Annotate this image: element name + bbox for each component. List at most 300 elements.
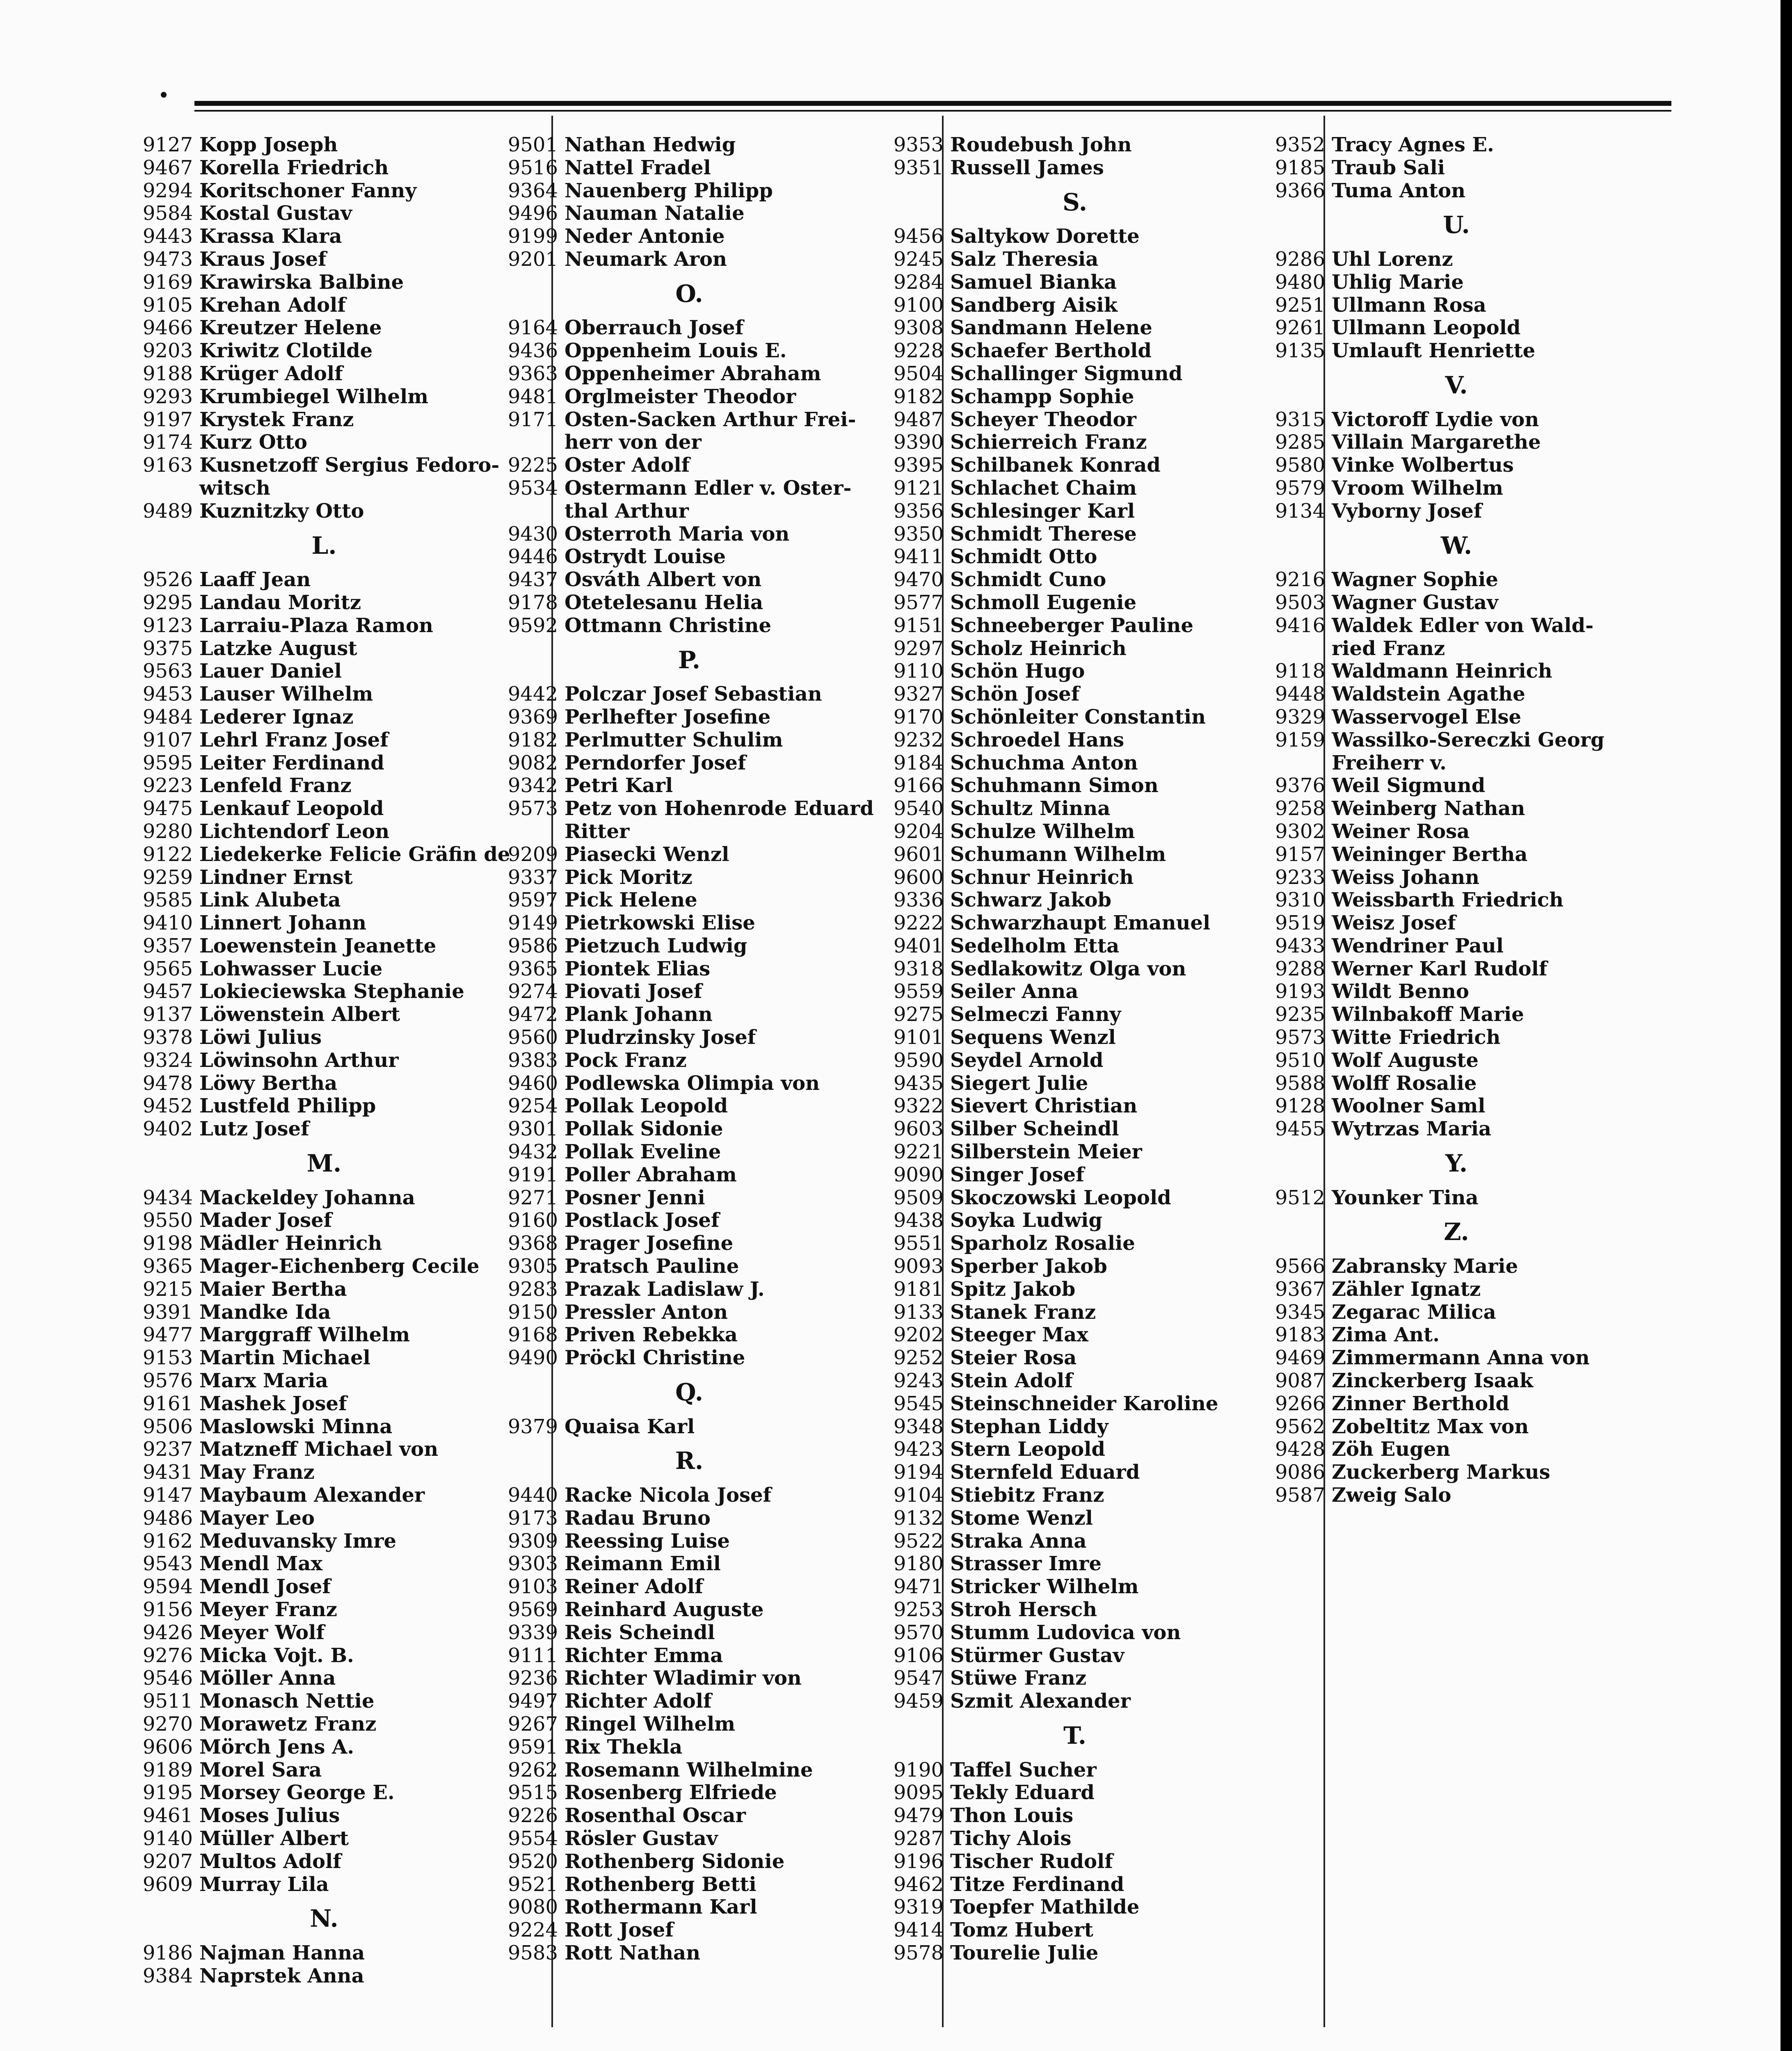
entry-name: Vinke Wolbertus — [1332, 454, 1514, 477]
directory-entry — [882, 592, 1243, 614]
entry-number: 9174 — [142, 431, 193, 454]
entry-number: 9301 — [507, 1117, 558, 1141]
entry-name: Zobeltitz Max von — [1332, 1415, 1529, 1438]
entry-number: 9207 — [142, 1850, 193, 1873]
entry-number: 9150 — [507, 1300, 558, 1324]
entry-number: 9245 — [893, 247, 944, 271]
entry-name: Schuchma Anton — [950, 751, 1138, 774]
entry-name: Krawirska Balbine — [199, 270, 404, 294]
entry-name: Murray Lila — [199, 1873, 329, 1896]
directory-entry — [1264, 1461, 1625, 1484]
entry-number: 9276 — [142, 1644, 193, 1667]
directory-entry — [882, 1278, 1243, 1301]
entry-number: 9294 — [142, 179, 193, 202]
directory-entry — [1264, 1187, 1625, 1210]
entry-number: 9202 — [893, 1323, 944, 1347]
entry-name: Scheyer Theodor — [950, 408, 1136, 431]
entry-number: 9383 — [507, 1048, 558, 1072]
entry-number: 9520 — [507, 1850, 558, 1873]
entry-number: 9324 — [142, 1048, 193, 1072]
entry-number: 9337 — [507, 866, 558, 889]
entry-number: 9357 — [142, 934, 193, 957]
entry-number: 9135 — [1275, 339, 1325, 363]
entry-name: Tracy Agnes E. — [1332, 133, 1494, 156]
entry-number: 9087 — [1275, 1369, 1325, 1393]
directory-entry — [1264, 248, 1625, 271]
directory-entry — [1264, 820, 1625, 843]
directory-entry — [882, 683, 1243, 706]
entry-number: 9170 — [893, 705, 944, 729]
entry-number: 9565 — [142, 957, 193, 980]
directory-entry — [882, 752, 1243, 775]
entry-number: 9478 — [142, 1071, 193, 1095]
directory-entry — [496, 500, 857, 523]
directory-entry — [496, 820, 857, 843]
directory-entry — [131, 1118, 492, 1141]
entry-name: Larraiu-Plaza Ramon — [199, 614, 433, 637]
entry-name: Schmoll Eugenie — [950, 591, 1137, 614]
entry-name: Wolff Rosalie — [1332, 1071, 1477, 1095]
directory-entry — [496, 889, 857, 912]
entry-number: 9585 — [142, 888, 193, 912]
entry-name: Stricker Wilhelm — [950, 1575, 1139, 1599]
entry-name: Kusnetzoff Sergius Fedoro- — [199, 454, 500, 477]
entry-number: 9391 — [142, 1300, 193, 1324]
entry-number: 9128 — [1275, 1094, 1325, 1118]
entry-number: 9563 — [142, 660, 193, 683]
entry-number: 9366 — [1275, 179, 1325, 202]
directory-entry — [882, 1164, 1243, 1187]
entry-name: Morsey George E. — [199, 1781, 395, 1804]
entry-name: Schwarzhaupt Emanuel — [950, 911, 1211, 935]
directory-entry — [496, 774, 857, 797]
directory-entry — [496, 1530, 857, 1553]
directory-entry — [496, 1507, 857, 1530]
entry-number: 9365 — [507, 957, 558, 980]
directory-entry — [882, 729, 1243, 752]
entry-number: 9352 — [1275, 133, 1325, 156]
directory-entry — [131, 1827, 492, 1850]
entry-name: Ostermann Edler v. Oster- — [565, 476, 852, 500]
directory-entry — [882, 706, 1243, 729]
entry-name: Meyer Franz — [199, 1598, 337, 1621]
entry-number: 9080 — [507, 1896, 558, 1919]
entry-number: 9515 — [507, 1781, 558, 1804]
directory-entry — [882, 1416, 1243, 1439]
entry-name: Wagner Sophie — [1332, 568, 1498, 592]
entry-number: 9489 — [142, 499, 193, 523]
entry-number: 9100 — [893, 293, 944, 317]
entry-number: 9587 — [1275, 1484, 1325, 1507]
directory-entry — [496, 706, 857, 729]
entry-name: Petz von Hohenrode Eduard — [565, 797, 874, 820]
directory-entry — [882, 1072, 1243, 1095]
entry-number: 9224 — [507, 1919, 558, 1942]
directory-entry — [131, 1232, 492, 1255]
directory-entry — [131, 1690, 492, 1713]
entry-name: herr von der — [565, 431, 702, 454]
directory-entry — [882, 1324, 1243, 1347]
entry-number: 9580 — [1275, 454, 1325, 477]
entry-number: 9570 — [893, 1621, 944, 1644]
entry-name: Kostal Gustav — [199, 202, 352, 225]
entry-number: 9105 — [142, 293, 193, 317]
entry-number: 9253 — [893, 1598, 944, 1621]
entry-number: 9188 — [142, 362, 193, 385]
entry-name: Nattel Fradel — [565, 156, 711, 179]
directory-entry — [882, 980, 1243, 1003]
entry-name: Osváth Albert von — [565, 568, 762, 592]
entry-name: Zabransky Marie — [1332, 1255, 1518, 1278]
entry-name: Ullmann Leopold — [1332, 316, 1521, 340]
entry-number: 9577 — [893, 591, 944, 614]
entry-number: 9180 — [893, 1552, 944, 1576]
entry-name: Zimmermann Anna von — [1332, 1346, 1590, 1370]
directory-entry — [1264, 409, 1625, 432]
directory-entry — [882, 843, 1243, 866]
entry-name: Kopp Joseph — [199, 133, 338, 156]
entry-number: 9423 — [893, 1438, 944, 1461]
entry-number: 9194 — [893, 1461, 944, 1484]
directory-entry — [1264, 1118, 1625, 1141]
entry-number: 9367 — [1275, 1277, 1325, 1301]
entry-number: 9460 — [507, 1071, 558, 1095]
entry-number: 9336 — [893, 888, 944, 912]
entry-name: Löwenstein Albert — [199, 1003, 400, 1026]
entry-name: Müller Albert — [199, 1827, 349, 1850]
directory-entry — [882, 363, 1243, 386]
directory-entry — [882, 1347, 1243, 1370]
entry-name: Wagner Gustav — [1332, 591, 1498, 614]
entry-number: 9339 — [507, 1621, 558, 1644]
entry-number: 9285 — [1275, 431, 1325, 454]
entry-number: 9473 — [142, 247, 193, 271]
entry-name: Landau Moritz — [199, 591, 361, 614]
entry-number: 9597 — [507, 888, 558, 912]
entry-number: 9127 — [142, 133, 193, 156]
directory-entry — [1264, 797, 1625, 820]
entry-name: Osterroth Maria von — [565, 522, 790, 546]
directory-entry — [131, 500, 492, 523]
entry-name: Stroh Hersch — [950, 1598, 1097, 1621]
entry-number: 9308 — [893, 316, 944, 340]
entry-name: Zegarac Milica — [1332, 1300, 1496, 1324]
entry-name: Link Alubeta — [199, 888, 341, 912]
entry-name: Naprstek Anna — [199, 1964, 364, 1987]
directory-entry — [496, 729, 857, 752]
entry-name: Witte Friedrich — [1332, 1026, 1501, 1049]
entry-name: Zöh Eugen — [1332, 1438, 1451, 1461]
entry-name: Woolner Saml — [1332, 1094, 1486, 1118]
entry-number: 9322 — [893, 1094, 944, 1118]
entry-number: 9434 — [142, 1186, 193, 1209]
entry-number: 9519 — [1275, 911, 1325, 935]
directory-entry — [496, 1599, 857, 1622]
entry-number: 9516 — [507, 156, 558, 179]
directory-entry — [882, 546, 1243, 569]
entry-name: Stiebitz Franz — [950, 1484, 1104, 1507]
entry-name: Siegert Julie — [950, 1071, 1088, 1095]
directory-entry — [1264, 706, 1625, 729]
entry-number: 9201 — [507, 247, 558, 271]
entry-number: 9082 — [507, 751, 558, 774]
directory-entry — [882, 1850, 1243, 1873]
entry-number: 9345 — [1275, 1300, 1325, 1324]
entry-name: Vroom Wilhelm — [1332, 476, 1504, 500]
directory-entry — [131, 180, 492, 203]
directory-entry — [496, 1164, 857, 1187]
entry-name: witsch — [199, 476, 270, 500]
directory-entry — [496, 1919, 857, 1942]
entry-number: 9293 — [142, 385, 193, 408]
directory-entry — [882, 386, 1243, 409]
entry-name: Orglmeister Theodor — [565, 385, 796, 408]
entry-number: 9166 — [893, 774, 944, 797]
entry-number: 9547 — [893, 1667, 944, 1690]
entry-name: Reiner Adolf — [565, 1575, 703, 1599]
directory-entry — [882, 1804, 1243, 1827]
directory-entry — [496, 1416, 857, 1439]
directory-entry — [131, 1553, 492, 1576]
entry-name: Werner Karl Rudolf — [1332, 957, 1547, 980]
directory-entry — [1264, 1416, 1625, 1439]
directory-entry — [882, 1576, 1243, 1599]
directory-entry — [1264, 980, 1625, 1003]
section-letter: T. — [1063, 1721, 1086, 1750]
entry-number: 9191 — [507, 1163, 558, 1186]
directory-entry — [882, 569, 1243, 592]
entry-number: 9302 — [1275, 820, 1325, 843]
entry-number: 9601 — [893, 843, 944, 866]
entry-number: 9133 — [893, 1300, 944, 1324]
entry-number: 9457 — [142, 980, 193, 1003]
directory-entry — [496, 1873, 857, 1896]
entry-name: Lenfeld Franz — [199, 774, 352, 797]
entry-number: 9157 — [1275, 843, 1325, 866]
entry-number: 9159 — [1275, 728, 1325, 751]
entry-name: Leiter Ferdinand — [199, 751, 384, 774]
entry-number: 9486 — [142, 1506, 193, 1530]
entry-number: 9284 — [893, 270, 944, 294]
directory-entry — [496, 1187, 857, 1210]
entry-number: 9497 — [507, 1690, 558, 1713]
entry-name: Schön Josef — [950, 683, 1080, 706]
directory-entry — [131, 1599, 492, 1622]
entry-name: Pollak Leopold — [565, 1094, 728, 1118]
entry-name: Richter Wladimir von — [565, 1667, 802, 1690]
entry-number: 9506 — [142, 1415, 193, 1438]
directory-entry — [131, 1713, 492, 1736]
entry-name: Podlewska Olimpia von — [565, 1071, 820, 1095]
entry-name: Traub Sali — [1332, 156, 1445, 179]
directory-entry — [131, 225, 492, 248]
directory-entry — [1264, 774, 1625, 797]
directory-entry — [496, 1255, 857, 1278]
entry-name: Strasser Imre — [950, 1552, 1102, 1576]
entry-name: Osten-Sacken Arthur Frei- — [565, 408, 856, 431]
entry-number: 9472 — [507, 1003, 558, 1026]
entry-number: 9511 — [142, 1690, 193, 1713]
entry-name: Neder Antonie — [565, 225, 725, 248]
entry-name: Pollak Sidonie — [565, 1117, 723, 1141]
directory-entry — [882, 1141, 1243, 1164]
entry-name: Szmit Alexander — [950, 1690, 1131, 1713]
entry-number: 9452 — [142, 1094, 193, 1118]
directory-entry — [496, 980, 857, 1003]
entry-number: 9600 — [893, 866, 944, 889]
directory-entry — [131, 1804, 492, 1827]
entry-name: Pick Moritz — [565, 866, 693, 889]
entry-number: 9414 — [893, 1919, 944, 1942]
entry-name: Waldmann Heinrich — [1332, 660, 1552, 683]
directory-entry — [1264, 1370, 1625, 1393]
entry-number: 9583 — [507, 1941, 558, 1964]
directory-entry — [882, 454, 1243, 477]
directory-entry — [496, 1484, 857, 1507]
entry-name: Weiss Johann — [1332, 866, 1480, 889]
entry-number: 9433 — [1275, 934, 1325, 957]
entry-name: May Franz — [199, 1461, 315, 1484]
directory-entry — [1264, 500, 1625, 523]
directory-entry — [131, 866, 492, 889]
directory-entry — [131, 820, 492, 843]
directory-entry — [882, 271, 1243, 294]
directory-entry — [131, 1416, 492, 1439]
section-letter: P. — [678, 646, 701, 674]
entry-number: 9216 — [1275, 568, 1325, 592]
entry-name: Weissbarth Friedrich — [1332, 888, 1564, 912]
directory-entry — [131, 1644, 492, 1667]
entry-number: 9390 — [893, 431, 944, 454]
entry-name: Steier Rosa — [950, 1346, 1077, 1370]
directory-entry — [496, 797, 874, 820]
entry-name: Salz Theresia — [950, 247, 1099, 271]
entry-number: 9199 — [507, 225, 558, 248]
directory-entry — [131, 980, 492, 1003]
directory-entry — [1264, 935, 1625, 958]
directory-entry — [496, 546, 857, 569]
entry-number: 9233 — [1275, 866, 1325, 889]
directory-entry — [131, 1278, 492, 1301]
directory-entry — [496, 317, 857, 340]
entry-number: 9266 — [1275, 1392, 1325, 1415]
entry-name: Tichy Alois — [950, 1827, 1072, 1850]
entry-name: Schaefer Berthold — [950, 339, 1152, 363]
directory-entry — [882, 431, 1243, 454]
entry-name: Oster Adolf — [565, 454, 690, 477]
directory-entry — [882, 1370, 1243, 1393]
entry-name: Weinberg Nathan — [1332, 797, 1525, 820]
entry-name: Tourelie Julie — [950, 1941, 1099, 1964]
entry-name: Lehrl Franz Josef — [199, 728, 389, 751]
entry-number: 9182 — [893, 385, 944, 408]
entry-number: 9395 — [893, 454, 944, 477]
directory-entry — [882, 866, 1243, 889]
section-letter: Y. — [1445, 1149, 1468, 1178]
directory-entry — [131, 774, 492, 797]
entry-name: Sequens Wenzl — [950, 1026, 1116, 1049]
entry-name: Koritschoner Fanny — [199, 179, 417, 202]
directory-entry — [496, 1278, 857, 1301]
scan-edge — [1781, 0, 1792, 2051]
entry-name: Lauer Daniel — [199, 660, 342, 683]
directory-entry — [131, 889, 492, 912]
entry-number: 9221 — [893, 1140, 944, 1164]
entry-number: 9164 — [507, 316, 558, 340]
entry-number: 9551 — [893, 1232, 944, 1255]
entry-number: 9315 — [1275, 408, 1325, 431]
entry-number: 9554 — [507, 1827, 558, 1850]
entry-name: Poller Abraham — [565, 1163, 737, 1186]
entry-number: 9195 — [142, 1781, 193, 1804]
directory-entry — [1264, 614, 1625, 637]
directory-entry — [496, 363, 857, 386]
directory-entry — [882, 317, 1243, 340]
entry-name: Wolf Auguste — [1332, 1048, 1479, 1072]
entry-name: Ringel Wilhelm — [565, 1712, 736, 1736]
column-1 — [131, 133, 510, 1988]
directory-entry — [1264, 1049, 1625, 1072]
entry-name: Meyer Wolf — [199, 1621, 325, 1644]
directory-entry — [496, 683, 857, 706]
entry-number: 9546 — [142, 1667, 193, 1690]
entry-name: Plank Johann — [565, 1003, 713, 1026]
directory-entry — [882, 1118, 1243, 1141]
directory-entry — [882, 1781, 1243, 1804]
entry-name: Saltykow Dorette — [950, 225, 1140, 248]
entry-number: 9123 — [142, 614, 193, 637]
directory-entry — [882, 1896, 1243, 1919]
entry-number: 9271 — [507, 1186, 558, 1209]
entry-number: 9086 — [1275, 1461, 1325, 1484]
entry-number: 9243 — [893, 1369, 944, 1393]
entry-name: Schulze Wilhelm — [950, 820, 1135, 843]
entry-number: 9430 — [507, 522, 558, 546]
directory-entry — [882, 1461, 1243, 1484]
entry-number: 9118 — [1275, 660, 1325, 683]
entry-name: Zinckerberg Isaak — [1332, 1369, 1534, 1393]
entry-name: Reimann Emil — [565, 1552, 721, 1576]
entry-number: 9222 — [893, 911, 944, 935]
entry-name: Najman Hanna — [199, 1941, 365, 1964]
entry-number: 9228 — [893, 339, 944, 363]
entry-number: 9490 — [507, 1346, 558, 1370]
section-letter: V. — [1445, 371, 1468, 399]
entry-name: Perndorfer Josef — [565, 751, 746, 774]
entry-name: Rosemann Wilhelmine — [565, 1758, 813, 1781]
entry-name: Roudebush John — [950, 133, 1132, 156]
directory-entry — [1264, 729, 1625, 752]
directory-entry — [882, 889, 1243, 912]
entry-number: 9215 — [142, 1277, 193, 1301]
entry-name: Kraus Josef — [199, 247, 327, 271]
entry-name: Sedelholm Etta — [950, 934, 1120, 957]
entry-name: Rosenberg Elfriede — [565, 1781, 777, 1804]
directory-entry — [496, 1759, 857, 1782]
directory-entry — [131, 1393, 492, 1416]
directory-entry — [1264, 1026, 1625, 1049]
entry-number: 9093 — [893, 1255, 944, 1278]
entry-name: Straka Anna — [950, 1529, 1087, 1553]
entry-number: 9588 — [1275, 1071, 1325, 1095]
directory-entry — [496, 409, 857, 432]
entry-number: 9107 — [142, 728, 193, 751]
section-letter: R. — [675, 1447, 704, 1475]
entry-number: 9453 — [142, 683, 193, 706]
directory-entry — [882, 294, 1243, 317]
entry-number: 9469 — [1275, 1346, 1325, 1370]
entry-name: Steeger Max — [950, 1323, 1088, 1347]
